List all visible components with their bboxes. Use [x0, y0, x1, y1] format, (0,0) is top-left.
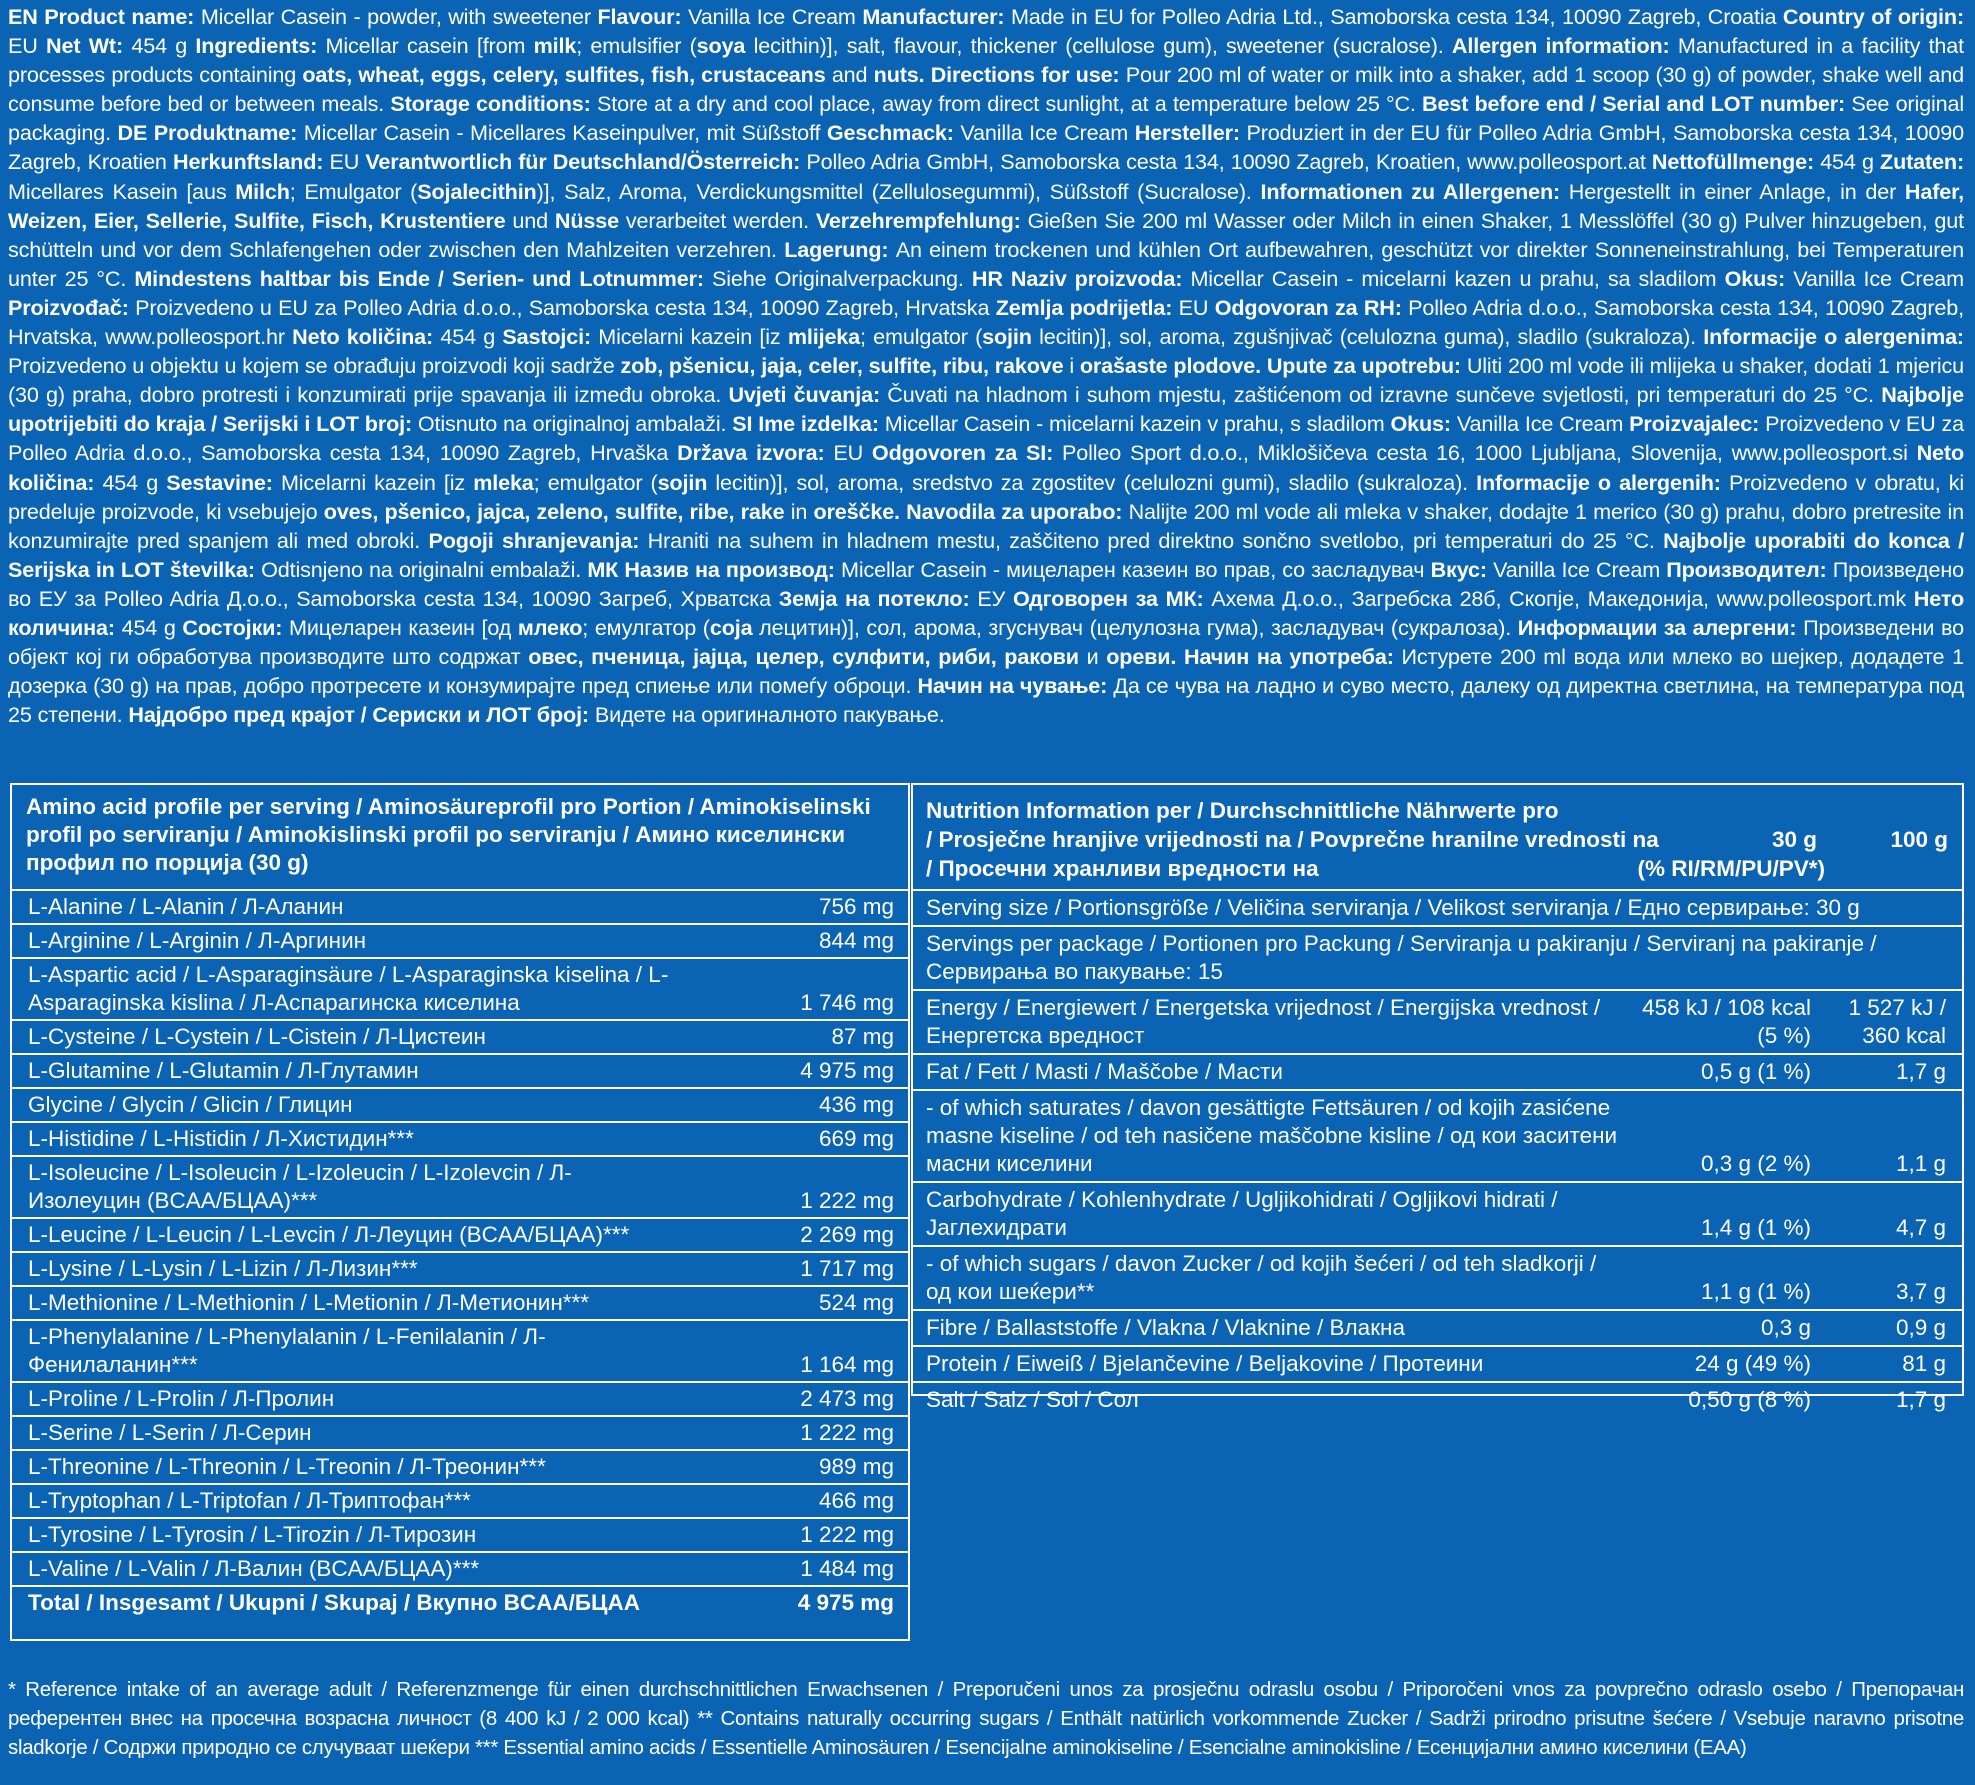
label-heading: EN Product name: [8, 4, 201, 29]
label-body: Polleo Adria GmbH, Samoborska cesta 134, 10090 Zagreb, Kroatien, www.polleosport.at [806, 149, 1652, 175]
amino-name: L-Methionine / L-Methionin / L-Metionin / Л-Метионин*** [28, 1290, 590, 1315]
label-heading: Storage conditions: [390, 91, 597, 117]
label-body: lecitin)], sol, aroma, zgušnjivač (celulozna guma), sladilo (sukraloza). [1031, 324, 1704, 350]
label-heading: млеко [517, 614, 583, 640]
nutrient-value-30g: 1,1 g (1 %) [1700, 1279, 1811, 1304]
label-heading: Sestavine: [166, 469, 281, 495]
label-body: Pour 200 ml of water or milk into a shaker, add 1 scoop (30 g) of powder, shake well and consume before bed or between meals. [8, 62, 1964, 117]
amino-row [12, 1553, 908, 1587]
label-body: Manufactured in a facility that processes products containing [8, 33, 1965, 88]
amino-row [12, 925, 908, 959]
column-30g: 30 g [1771, 827, 1817, 852]
label-body: Истурете 200 ml вода или млеко во шејкер, додадете 1 дозерка (30 g) на прав, добро протресете и конзумирајте пред спиење или помеѓу оброци. [8, 644, 1964, 699]
label-body: Hergestellt in einer Anlage, in der [1568, 178, 1905, 204]
label-heading: Zutaten: [1880, 149, 1964, 175]
nutrition-row [913, 1347, 1962, 1383]
label-body: Micellar Casein - micelarni kazein v prahu, s sladilom [884, 411, 1391, 437]
amino-value: 756 mg [818, 894, 894, 919]
label-body: 454 g [1820, 149, 1881, 175]
amino-total-value: 4 975 mg [797, 1590, 894, 1615]
amino-value: 4 975 mg [800, 1058, 894, 1083]
label-body: )], Salz, Aroma, Verdickungsmittel (Zellulosegummi), Süßstoff (Sucralose). [536, 178, 1261, 204]
label-heading: Proizvođač: [8, 294, 136, 320]
label-heading: mleka [473, 469, 534, 495]
label-body: Made in EU for Polleo Adria Ltd., Samoborska cesta 134, 10090 Zagreb, Croatia [1010, 4, 1783, 29]
label-heading: oreščke. Navodila za uporabo: [813, 498, 1129, 524]
amino-value: 2 473 mg [800, 1386, 894, 1411]
amino-row [12, 1417, 908, 1451]
label-heading: Odgovoren za SI: [871, 440, 1062, 466]
label-heading: Вкус: [1430, 556, 1494, 582]
label-body: Vanilla Ice Cream [960, 120, 1135, 146]
label-heading: Sastojci: [502, 324, 599, 350]
label-body: Micellar Casein - micelarni kazen u prahu, sa sladilom [1190, 265, 1725, 291]
label-body: Micellar Casein - Micellares Kaseinpulver, mit Süßstoff [303, 120, 827, 146]
label-heading: Lagerung: [784, 236, 896, 262]
label-body: Čuvati na hladnom i suhom mjestu, zaštićenom od izravne sunčeve svjetlosti, pri temperaturi do 25 °C. [887, 382, 1882, 408]
label-body: Hraniti na suhem in hladnem mestu, zaščiteno pred direktno sončno svetlobo, pri temperaturi do 25 °C. [647, 527, 1664, 553]
amino-name: L-Serine / L-Serin / Л-Серин [28, 1420, 312, 1445]
label-body: lecitin)], sol, aroma, sredstvo za zgostitev (celulozni gumi), sladilo (sukraloza). [707, 469, 1477, 495]
label-body: Proizvedeno v obratu, ki predeluje proizvode, ki vsebujejo [8, 469, 1965, 524]
label-body: Proizvedeno v EU za Polleo Adria d.o.o., Samoborska cesta 134, 10090 Zagreb, Hrvaška [8, 411, 1964, 466]
nutrient-name: Energy / Energiewert / Energetska vrijednost / Energijska vrednost / Енергетска вредност [926, 995, 1601, 1048]
nutrition-header-line3: / Просечни хранливи вредности на [926, 856, 1319, 881]
amino-name: L-Tryptophan / L-Triptofan / Л-Триптофан*** [28, 1488, 471, 1513]
label-heading: Manufacturer: [862, 4, 1011, 29]
amino-name: L-Alanine / L-Alanin / Л-Аланин [28, 894, 344, 919]
label-body: Store at a dry and cool place, away from direct sunlight, at a temperature below 25 °C. [597, 91, 1423, 117]
label-heading: mlijeka [787, 324, 861, 350]
label-body: 454 g [121, 614, 183, 640]
label-text [8, 2, 1964, 729]
label-heading: Ingredients: [195, 33, 326, 59]
label-body: ЕУ [977, 585, 1013, 611]
label-heading: Geschmack: [826, 120, 961, 146]
label-body: EU [329, 149, 366, 175]
label-heading: МК Назив на производ: [587, 556, 841, 582]
label-body: Produziert in der EU für Polleo Adria GmbH, Samoborska cesta 134, 10090 Zagreb, Kroatien [8, 120, 1964, 175]
label-heading: Neto količina: [8, 440, 1964, 495]
label-body: and [825, 62, 874, 88]
amino-name: L-Leucine / L-Leucin / L-Levcin / Л-Леуцин (BCAA/БЦАА)*** [28, 1222, 630, 1247]
label-heading: Country of origin: [1782, 4, 1964, 29]
label-heading: milk [533, 33, 577, 59]
amino-row [12, 1383, 908, 1417]
label-body: ; emulsifier ( [576, 33, 697, 59]
label-heading: Okus: [1724, 265, 1794, 291]
amino-value: 436 mg [818, 1092, 894, 1117]
nutrient-value-100g: 1,7 g [1895, 1059, 1946, 1084]
amino-name: Glycine / Glycin / Glicin / Глицин [28, 1092, 353, 1117]
label-body: An einem trockenen und kühlen Ort aufbewahren, geschützt vor direkter Sonneneinstrahlung, bei Temperaturen unter 25 °C. [8, 236, 1964, 291]
label-body: Nalijte 200 ml vode ali mleka v shaker, dodajte 1 merico (30 g) prahu, dobro pretresite in konzumirajte pred spanjem ali med obroki. [8, 498, 1964, 553]
nutrient-value-100g: 3,7 g [1895, 1279, 1946, 1304]
label-body: Произведени во објект кој ги обработува производите што содржат [8, 614, 1964, 670]
amino-name: L-Valine / L-Valin / Л-Валин (BCAA/БЦАА)*** [28, 1556, 480, 1581]
amino-acid-table [10, 783, 910, 1641]
label-heading: orašaste plodove. Upute za upotrebu: [1079, 353, 1467, 379]
label-body: Uliti 200 ml vode ili mlijeka u shaker, dodati 1 mjericu (30 g) praha, dobro protresti i konzumirati prije spavanja ili između obroka. [8, 353, 1964, 408]
nutrient-value-100g: 1,7 g [1895, 1387, 1946, 1412]
amino-value: 87 mg [831, 1024, 894, 1049]
label-heading: Država izvora: [677, 440, 834, 466]
amino-name: L-Cysteine / L-Cystein / L-Cistein / Л-Цистеин [28, 1024, 486, 1049]
label-heading: ореви. Начин на употреба: [1106, 644, 1402, 670]
label-body: ; emulgator ( [533, 469, 658, 495]
nutrient-name: Salt / Salz / Sol / Сол [926, 1387, 1139, 1412]
nutrient-value-30g: 0,50 g (8 %) [1688, 1387, 1811, 1412]
label-heading: Najbolje upotrijebiti do kraja / Serijski i LOT broj: [8, 382, 1965, 437]
label-heading: Informacije o alergenima: [1703, 324, 1964, 350]
nutrient-name: Fat / Fett / Masti / Maščobe / Масти [926, 1059, 1283, 1084]
amino-value: 1 222 mg [800, 1522, 894, 1547]
amino-name: L-Aspartic acid / L-Asparaginsäure / L-Asparaginska kiselina / L-Asparaginska kislina / Л-Аспарагинска киселина [28, 962, 669, 1015]
label-body: Micelarni kazein [iz [598, 324, 788, 350]
nutrition-row [913, 1183, 1962, 1247]
amino-name: L-Lysine / L-Lysin / L-Lizin / Л-Лизин*** [28, 1256, 418, 1281]
label-heading: Najbolje uporabiti do konca / Serijska in LOT številka: [8, 527, 1965, 582]
label-body: Siehe Originalverpackung. [711, 265, 972, 291]
label-body: verarbeitet werden. [618, 207, 816, 233]
amino-row [12, 1519, 908, 1553]
nutrient-name: Protein / Eiweiß / Bjelančevine / Beljakovine / Протеини [926, 1351, 1484, 1376]
label-heading: Okus: [1390, 411, 1457, 437]
label-body: 454 g [131, 33, 196, 59]
nutrient-value-100g: 81 g [1902, 1351, 1946, 1376]
label-body: EU [833, 440, 872, 466]
label-heading: Informacije o alergenih: [1476, 469, 1729, 495]
nutrition-row [913, 991, 1962, 1055]
label-heading: Состојки: [182, 614, 290, 640]
amino-row [12, 1219, 908, 1253]
label-heading: Uvjeti čuvanja: [728, 382, 888, 408]
label-heading: zob, pšenicu, jaja, celer, sulfite, ribu, rakove [620, 353, 1064, 379]
column-ri: (% RI/RM/PU/PV*) [1637, 856, 1825, 881]
label-body: 454 g [102, 469, 167, 495]
label-body: Micellar Casein - мицеларен казеин во прав, со засладувач [841, 556, 1431, 582]
nutrition-table-header [913, 785, 1962, 891]
label-heading: Начин на чување: [917, 673, 1114, 699]
label-heading: sojin [657, 469, 708, 495]
label-heading: овес, пченица, јајца, целер, сулфити, риби, ракови [528, 644, 1079, 670]
label-heading: Informationen zu Allergenen: [1260, 178, 1569, 204]
amino-name: L-Threonine / L-Threonin / L-Treonin / Л-Треонин*** [28, 1454, 546, 1479]
amino-total-row [12, 1587, 908, 1619]
nutrition-row [913, 1311, 1962, 1347]
amino-row [12, 1055, 908, 1089]
nutrient-value-30g: 0,3 g [1760, 1315, 1811, 1340]
label-body: Vanilla Ice Cream [1793, 265, 1964, 291]
nutrition-header-line2: / Prosječne hranjive vrijednosti na / Povprečne hranilne vrednosti na [926, 827, 1659, 852]
nutrient-name: - of which sugars / davon Zucker / od kojih šećeri / od teh sladkorji / од кои шеќери** [926, 1251, 1597, 1304]
amino-name: L-Glutamine / L-Glutamin / Л-Глутамин [28, 1058, 419, 1083]
label-heading: Zemlja podrijetla: [995, 294, 1179, 320]
serving-size: Serving size / Portionsgröße / Veličina serviranja / Velikost serviranja / Едно сервирање: 30 g [926, 895, 1860, 920]
label-body: ; емулгатор ( [582, 614, 710, 640]
label-heading: SI Ime izdelka: [732, 411, 885, 437]
label-body: Да се чува на ладно и суво место, далеку од директна светлина, на температура под 25 степени. [8, 673, 1964, 728]
nutrition-row [913, 1247, 1962, 1311]
label-body: Видете на оригиналното пакување. [594, 702, 945, 728]
label-heading: Pogoji shranjevanja: [428, 527, 648, 553]
nutrition-row [913, 1091, 1962, 1183]
label-body: Ахема Д.о.о., Загребска 28б, Скопје, Македонија, www.polleosport.mk [1211, 585, 1914, 611]
amino-value: 1 484 mg [800, 1556, 894, 1581]
label-body: ; emulgator ( [860, 324, 983, 350]
label-body: lecithin)], salt, flavour, thickener (cellulose gum), sweetener (sucralose). [745, 33, 1452, 59]
label-body: лецитин)], сол, арома, згуснувач (целулозна гума), засладувач (сукралоза). [752, 614, 1518, 640]
amino-row [12, 1321, 908, 1383]
label-heading: soya [696, 33, 746, 59]
label-heading: Best before end / Serial and LOT number: [1422, 91, 1852, 117]
amino-name: L-Isoleucine / L-Isoleucin / L-Izoleucin / L-Izolevcin / Л-Изолеуцин (BCAA/БЦАА)*** [28, 1160, 572, 1213]
amino-row [12, 1123, 908, 1157]
label-body: и [1078, 644, 1107, 670]
label-body: Micellares Kasein [aus [8, 178, 236, 204]
nutrient-value-30g: 0,3 g (2 %) [1700, 1151, 1811, 1176]
label-body: Произведено во ЕУ за Polleo Adria Д.о.о., Samoborska cesta 134, 10090 Загреб, Хрватска [8, 556, 1964, 611]
label-heading: oats, wheat, eggs, celery, sulfites, fish, crustaceans [302, 62, 826, 88]
label-heading: HR Naziv proizvoda: [971, 265, 1191, 291]
label-body: Micelarni kazein [iz [280, 469, 474, 495]
label-body: Мицеларен казеин [од [289, 614, 518, 640]
label-heading: Информации за алергени: [1517, 614, 1804, 640]
amino-total-name: Total / Insgesamt / Ukupni / Skupaj / Вкупно BCAA/БЦАА [28, 1590, 640, 1615]
nutrition-header-line1: Nutrition Information per / Durchschnittliche Nährwerte pro [926, 798, 1559, 823]
nutrient-value-100g: 4,7 g [1895, 1215, 1946, 1240]
amino-row [12, 1451, 908, 1485]
label-heading: Mindestens haltbar bis Ende / Serien- und Lotnummer: [134, 265, 712, 291]
label-heading: Neto količina: [292, 324, 441, 350]
label-body: 454 g [440, 324, 503, 350]
label-heading: DE Produktname: [117, 120, 304, 146]
label-body: i [1063, 353, 1080, 379]
amino-value: 1 222 mg [800, 1420, 894, 1445]
footnotes: * Reference intake of an average adult / Referenzmenge für einen durchschnittlichen Erwachsenen / Preporučeni unos za prosječnu odraslu osobu / Priporočeni vnos za povprečno odraslo osebo / Препорачан референтен внес на просечна возрасна личност (8 400 kJ / 2 000 kcal) ** Contains naturally occurring sugars / Enthält natürlich vorkommende Zucker / Sadrži prirodno prisutne šećere / Vsebuje naravno prisotne sladkorje / Содржи природно се случуваат шеќери *** Essential amino acids / Essentielle Aminosäuren / Esencijalne aminokiseline / Esencialne aminokisline / Есенцијални амино киселини (EAA) [8, 1678, 1964, 1759]
nutrient-value-100g: 1,1 g [1895, 1151, 1946, 1176]
label-body: ; Emulgator ( [289, 178, 418, 204]
nutrient-name: Carbohydrate / Kohlenhydrate / Ugljikohidrati / Ogljikovi hidrati / Јаглехидрати [926, 1187, 1558, 1240]
label-body: Micellar Casein - powder, with sweetener [200, 4, 598, 29]
amino-value: 524 mg [818, 1290, 894, 1315]
amino-value: 669 mg [818, 1126, 894, 1151]
amino-name: L-Histidine / L-Histidin / Л-Хистидин*** [28, 1126, 414, 1151]
label-body: Micellar casein [from [325, 33, 534, 59]
label-heading: Одговорен за МК: [1012, 585, 1212, 611]
label-body: Vanilla Ice Cream [1456, 411, 1630, 437]
label-body: Otisnuto na originalnoj ambalaži. [417, 411, 733, 437]
amino-row [12, 891, 908, 925]
amino-table-title: Amino acid profile per serving / Aminosäureprofil pro Portion / Aminokiselinski profil po serviranju / Aminokislinski profil po serviranju / Амино киселински профил по порција (30 g) [12, 785, 908, 891]
label-heading: Verantwortlich für Deutschland/Österreich: [365, 149, 807, 175]
label-body: Polleo Sport d.o.o., Miklošičeva cesta 16, 1000 Ljubljana, Slovenija, www.polleosport.si [1061, 440, 1917, 466]
nutrition-row [913, 1383, 1962, 1417]
nutrient-value-30g: 458 kJ / 108 kcal (5 %) [1642, 995, 1811, 1048]
label-heading: Proizvajalec: [1629, 411, 1766, 437]
nutrient-value-100g: 0,9 g [1895, 1315, 1946, 1340]
amino-row [12, 1157, 908, 1219]
label-heading: Производител: [1666, 556, 1833, 582]
label-body: in [784, 498, 814, 524]
nutrient-value-30g: 0,5 g (1 %) [1700, 1059, 1811, 1084]
amino-value: 1 164 mg [800, 1352, 894, 1377]
label-body: See original packaging. [8, 91, 1964, 146]
amino-value: 844 mg [818, 928, 894, 953]
label-heading: Herkunftsland: [173, 149, 330, 175]
nutrient-value-30g: 1,4 g (1 %) [1700, 1215, 1811, 1240]
nutrition-table [911, 783, 1964, 1412]
label-body: EU [8, 33, 47, 59]
label-heading: Allergen information: [1451, 33, 1678, 59]
amino-value: 1 222 mg [800, 1188, 894, 1213]
nutrient-value-30g: 24 g (49 %) [1694, 1351, 1811, 1376]
label-body: Gießen Sie 200 ml Wasser oder Milch in einen Shaker, 1 Messlöffel (30 g) Pulver hinzugeben, gut schütteln und vor dem Schlafengehen oder zwischen den Mahlzeiten verzehren. [8, 207, 1964, 262]
label-heading: Net Wt: [46, 33, 132, 59]
label-body: Vanilla Ice Cream [688, 4, 863, 29]
label-body: Proizvedeno u EU za Polleo Adria d.o.o., Samoborska cesta 134, 10090 Zagreb, Hrvatska [135, 294, 996, 320]
label-heading: Земја на потекло: [778, 585, 978, 611]
label-body: Polleo Adria d.o.o., Samoborska cesta 134, 10090 Zagreb, Hrvatska, www.polleosport.hr [8, 294, 1965, 350]
label-heading: Verzehrempfehlung: [815, 207, 1028, 233]
label-body: Vanilla Ice Cream [1493, 556, 1667, 582]
label-body: EU [1178, 294, 1215, 320]
nutrient-name: - of which saturates / davon gesättigte Fettsäuren / od kojih zasićene masne kiseline / od teh nasičene maščobne kisline / од кои заситени масни киселини [926, 1095, 1618, 1176]
label-heading: Hafer, Weizen, Eier, Sellerie, Sulfite, Fisch, Krustentiere [8, 178, 1965, 233]
label-heading: соја [709, 614, 753, 640]
label-body: Proizvedeno u objektu u kojem se obrađuju proizvodi koji sadrže [8, 353, 621, 379]
label-heading: nuts. Directions for use: [873, 62, 1126, 88]
nutrient-value-100g: 1 527 kJ / 360 kcal [1848, 995, 1946, 1048]
amino-value: 1 746 mg [800, 990, 894, 1015]
amino-row [12, 959, 908, 1021]
amino-row [12, 1021, 908, 1055]
amino-value: 466 mg [818, 1488, 894, 1513]
nutrient-name: Fibre / Ballaststoffe / Vlakna / Vlaknine / Влакна [926, 1315, 1405, 1340]
label-heading: Flavour: [597, 4, 689, 29]
amino-row [12, 1485, 908, 1519]
amino-name: L-Proline / L-Prolin / Л-Пролин [28, 1386, 335, 1411]
amino-name: L-Tyrosine / L-Tyrosin / L-Tirozin / Л-Тирозин [28, 1522, 477, 1547]
label-heading: sojin [982, 324, 1032, 350]
amino-row [12, 1253, 908, 1287]
label-body: Odtisnjeno na originalni embalaži. [261, 556, 588, 582]
amino-row [12, 1089, 908, 1123]
amino-value: 989 mg [818, 1454, 894, 1479]
label-heading: Odgovoran za RH: [1214, 294, 1409, 320]
label-body: und [505, 207, 555, 233]
nutrition-row [913, 1055, 1962, 1091]
label-heading: Milch [235, 178, 290, 204]
label-heading: Nettofüllmenge: [1651, 149, 1821, 175]
amino-name: L-Arginine / L-Arginin / Л-Аргинин [28, 928, 367, 953]
column-100g: 100 g [1890, 827, 1948, 852]
amino-name: L-Phenylalanine / L-Phenylalanin / L-Fenilalanin / Л-Фенилаланин*** [28, 1324, 546, 1377]
amino-value: 1 717 mg [800, 1256, 894, 1281]
label-heading: Најдобро пред крајот / Сериски и ЛОТ број: [128, 702, 595, 728]
label-heading: Sojalecithin [417, 178, 537, 204]
label-heading: oves, pšenico, jajca, zeleno, sulfite, ribe, rake [323, 498, 785, 524]
label-heading: Hersteller: [1134, 120, 1247, 146]
amino-value: 2 269 mg [800, 1222, 894, 1247]
servings-per-package: Servings per package / Portionen pro Packung / Serviranja u pakiranju / Serviranj na pakiranje / Сервирања во пакување: 15 [926, 931, 1877, 984]
label-heading: Nüsse [554, 207, 619, 233]
label-heading: Нето количина: [8, 585, 1964, 640]
amino-row [12, 1287, 908, 1321]
